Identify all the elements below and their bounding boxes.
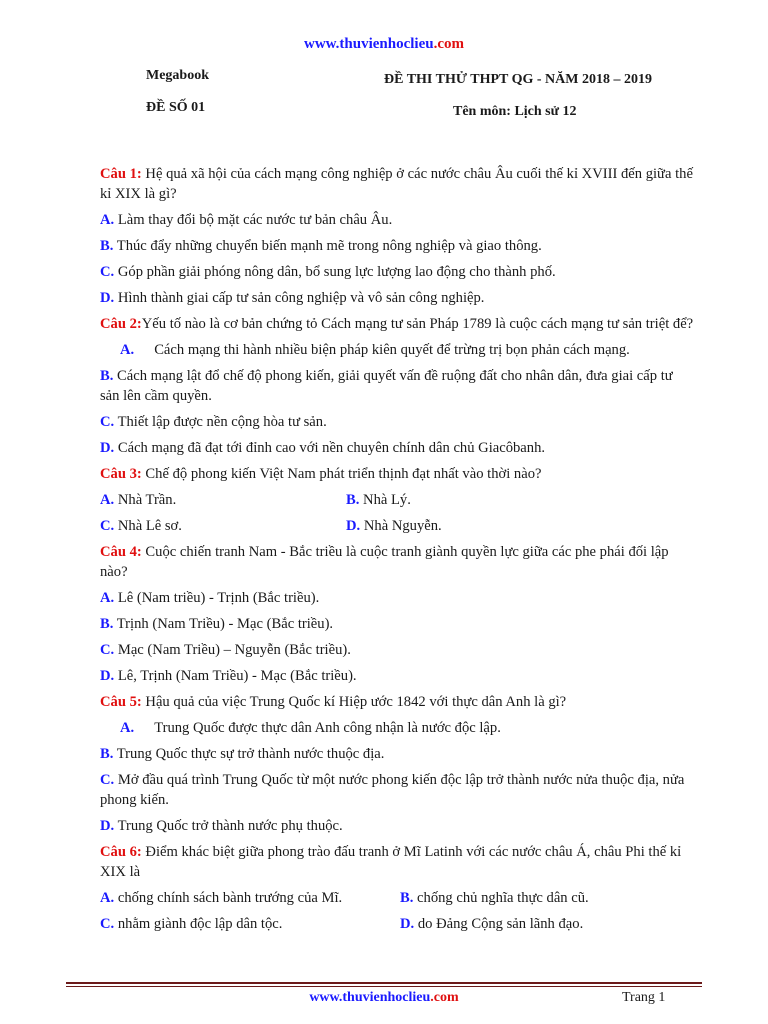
header-site-url [0, 36, 768, 53]
option-text: Cách mạng thi hành nhiều biện pháp kiên quyết để trừng trị bọn phản cách mạng. [154, 342, 630, 358]
option-1d [100, 288, 694, 308]
option-label: C. [100, 772, 115, 788]
option-text: Thúc đẩy những chuyển biến mạnh mẽ trong nông nghiệp và giao thông. [113, 238, 542, 254]
exam-number: ĐỀ SỐ 01 [146, 100, 206, 115]
option-text: Thiết lập được nền cộng hòa tư sản. [114, 414, 327, 430]
option-5a [100, 718, 694, 738]
option-6a [100, 888, 400, 908]
option-text: Trung Quốc được thực dân Anh công nhận là nước độc lập. [154, 720, 501, 736]
option-1b [100, 236, 694, 256]
exam-title: ĐỀ THI THỬ THPT QG - NĂM 2018 – 2019 [384, 72, 652, 87]
option-label: A. [100, 492, 115, 508]
option-label: A. [120, 720, 135, 736]
option-label: C. [100, 518, 115, 534]
option-label: D. [100, 668, 115, 684]
option-label: A. [100, 890, 115, 906]
publisher-name: Megabook [146, 68, 209, 83]
footer-divider-thin [66, 986, 702, 987]
option-text: Nhà Lý. [359, 492, 411, 508]
option-row-6ab [100, 888, 694, 908]
option-label: A. [120, 342, 135, 358]
site-url-main: www.thuvienhoclieu [303, 36, 434, 52]
option-text: Làm thay đổi bộ mặt các nước tư bản châu Âu. [114, 212, 393, 228]
question-text: Điểm khác biệt giữa phong trào đấu tranh ở Mĩ Latinh với các nước châu Á, châu Phi thế kỉ XIX là [100, 844, 682, 880]
option-label: D. [100, 440, 115, 456]
site-url-tld: .com [433, 36, 464, 52]
option-text: Trung Quốc thực sự trở thành nước thuộc địa. [113, 746, 385, 762]
option-label: C. [100, 916, 115, 932]
option-4b [100, 614, 694, 634]
option-text: Lê (Nam triều) - Trịnh (Bắc triều). [114, 590, 320, 606]
option-text: Mở đầu quá trình Trung Quốc từ một nước phong kiến độc lập trở thành nước nửa thuộc địa, nửa phong kiến. [100, 772, 685, 808]
option-6b [400, 888, 690, 908]
option-label: C. [100, 642, 115, 658]
option-label: A. [100, 590, 115, 606]
option-text: Lê, Trịnh (Nam Triều) - Mạc (Bắc triều). [114, 668, 357, 684]
option-text: do Đảng Cộng sản lãnh đạo. [414, 916, 584, 932]
option-label: D. [400, 916, 415, 932]
option-3d [346, 516, 592, 536]
question-label: Câu 5: [100, 694, 142, 710]
question-text: Chế độ phong kiến Việt Nam phát triển thịnh đạt nhất vào thời nào? [141, 466, 542, 482]
option-label: B. [100, 368, 114, 384]
option-5b [100, 744, 694, 764]
option-text: Cách mạng đã đạt tới đỉnh cao với nền chuyên chính dân chủ Giacôbanh. [114, 440, 546, 456]
question-text: Yếu tố nào là cơ bản chứng tỏ Cách mạng tư sản Pháp 1789 là cuộc cách mạng tư sản triệt để? [141, 316, 694, 332]
question-5 [100, 692, 694, 712]
option-label: B. [100, 238, 114, 254]
option-label: D. [100, 290, 115, 306]
option-2a [100, 340, 694, 360]
question-label: Câu 1: [100, 166, 142, 182]
subject-name: Tên môn: Lịch sử 12 [453, 104, 577, 119]
option-text: chống chính sách bành trướng của Mĩ. [114, 890, 343, 906]
footer-divider-thick [66, 982, 702, 984]
option-1a [100, 210, 694, 230]
option-text: Cách mạng lật đổ chế độ phong kiến, giải quyết vấn đề ruộng đất cho nhân dân, đưa giai cấp tư sản lên cầm quyền. [100, 368, 673, 404]
option-4a [100, 588, 694, 608]
question-2 [100, 314, 694, 334]
option-label: A. [100, 212, 115, 228]
option-text: Mạc (Nam Triều) – Nguyễn (Bắc triều). [114, 642, 351, 658]
option-label: C. [100, 414, 115, 430]
question-label: Câu 6: [100, 844, 142, 860]
option-3c [100, 516, 346, 536]
option-text: Nhà Lê sơ. [114, 518, 182, 534]
page-number: Trang 1 [622, 990, 666, 1005]
option-text: chống chủ nghĩa thực dân cũ. [413, 890, 589, 906]
site-url-tld: .com [430, 990, 459, 1005]
option-label: B. [100, 746, 114, 762]
site-url-main: www.thuvienhoclieu [309, 990, 431, 1005]
option-label: D. [346, 518, 361, 534]
question-text: Hậu quả của việc Trung Quốc kí Hiệp ước 1842 với thực dân Anh là gì? [141, 694, 567, 710]
question-text: Cuộc chiến tranh Nam - Bắc triều là cuộc tranh giành quyền lực giữa các phe phái đối lập nào? [100, 544, 669, 580]
question-6 [100, 842, 694, 882]
option-text: Trung Quốc trở thành nước phụ thuộc. [114, 818, 343, 834]
question-label: Câu 2: [100, 316, 142, 332]
option-row-3ab [100, 490, 694, 510]
option-5c [100, 770, 694, 810]
question-4 [100, 542, 694, 582]
option-label: C. [100, 264, 115, 280]
option-4c [100, 640, 694, 660]
option-1c [100, 262, 694, 282]
question-label: Câu 4: [100, 544, 142, 560]
question-label: Câu 3: [100, 466, 142, 482]
question-text: Hệ quả xã hội của cách mạng công nghiệp ở các nước châu Âu cuối thế kỉ XVIII đến giữa thế kỉ XIX là gì? [100, 166, 693, 202]
option-2d [100, 438, 694, 458]
option-6d [400, 914, 690, 934]
option-2b [100, 366, 694, 406]
option-5d [100, 816, 694, 836]
option-text: Trịnh (Nam Triều) - Mạc (Bắc triều). [113, 616, 334, 632]
option-text: Hình thành giai cấp tư sản công nghiệp và vô sản công nghiệp. [114, 290, 485, 306]
option-6c [100, 914, 400, 934]
option-label: B. [346, 492, 360, 508]
option-text: Góp phần giải phóng nông dân, bổ sung lực lượng lao động cho thành phố. [114, 264, 556, 280]
option-label: B. [400, 890, 414, 906]
option-3a [100, 490, 346, 510]
option-text: Nhà Nguyễn. [360, 518, 442, 534]
option-3b [346, 490, 592, 510]
question-3 [100, 464, 694, 484]
question-list [100, 164, 694, 940]
option-label: D. [100, 818, 115, 834]
option-text: nhằm giành độc lập dân tộc. [114, 916, 283, 932]
option-row-3cd [100, 516, 694, 536]
option-2c [100, 412, 694, 432]
option-row-6cd [100, 914, 694, 934]
option-text: Nhà Trần. [114, 492, 177, 508]
option-4d [100, 666, 694, 686]
option-label: B. [100, 616, 114, 632]
question-1 [100, 164, 694, 204]
